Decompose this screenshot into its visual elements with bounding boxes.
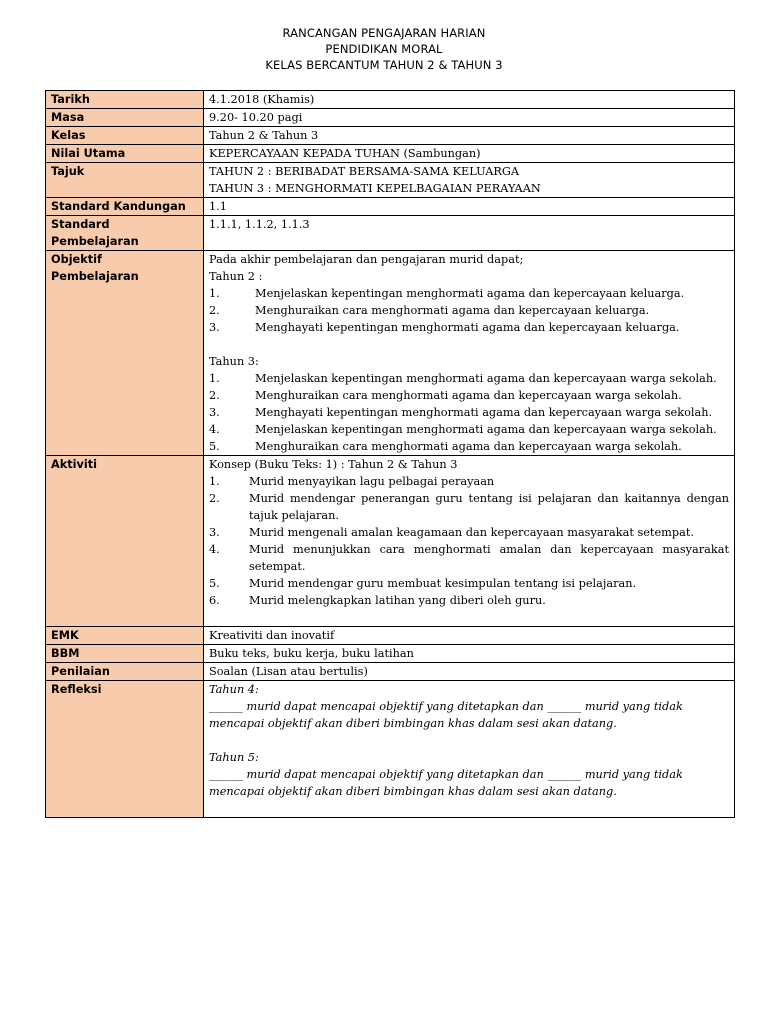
aktiviti-list xyxy=(209,473,729,609)
list-item-text: Menjelaskan kepentingan menghormati agama dan kepercayaan warga sekolah. xyxy=(255,423,717,436)
refleksi-tahun4-text: ______ murid dapat mencapai objektif yang ditetapkan dan ______ murid yang tidak mencapai objektif akan diberi bimbingan khas dalam sesi akan datang. xyxy=(209,700,683,730)
header-title: RANCANGAN PENGAJARAN HARIAN xyxy=(282,26,486,40)
row-objektif xyxy=(46,251,735,456)
value-nilai-utama: KEPERCAYAAN KEPADA TUHAN (Sambungan) xyxy=(204,145,735,163)
objektif-tahun3-list xyxy=(209,370,729,455)
value-standard-kandungan: 1.1 xyxy=(204,198,735,216)
label-tarikh: Tarikh xyxy=(46,91,204,109)
list-item-text: Murid menyayikan lagu pelbagai perayaan xyxy=(249,475,495,488)
value-aktiviti xyxy=(204,456,735,627)
label-standard-line1: Standard xyxy=(51,218,110,231)
list-item-number: 5. xyxy=(209,577,220,590)
value-objektif xyxy=(204,251,735,456)
value-penilaian: Soalan (Lisan atau bertulis) xyxy=(204,663,735,681)
list-item xyxy=(209,592,729,609)
list-item-number: 3. xyxy=(209,406,220,419)
list-item-number: 3. xyxy=(209,526,220,539)
list-item-number: 2. xyxy=(209,389,220,402)
row-penilaian xyxy=(46,663,735,681)
label-objektif-line2: Pembelajaran xyxy=(51,270,139,283)
list-item-number: 1. xyxy=(209,475,220,488)
label-penilaian: Penilaian xyxy=(46,663,204,681)
label-masa: Masa xyxy=(46,109,204,127)
label-objektif-line1: Objektif xyxy=(51,253,102,266)
value-emk: Kreativiti dan inovatif xyxy=(204,627,735,645)
list-item-text: Murid mendengar penerangan guru tentang isi pelajaran dan kaitannya dengan tajuk pelajaran. xyxy=(249,492,729,522)
list-item xyxy=(209,438,729,455)
list-item xyxy=(209,404,729,421)
list-item-text: Menghuraikan cara menghormati agama dan kepercayaan warga sekolah. xyxy=(255,389,682,402)
objektif-tahun2-list xyxy=(209,285,729,336)
list-item-text: Menghuraikan cara menghormati agama dan kepercayaan keluarga. xyxy=(255,304,650,317)
label-refleksi: Refleksi xyxy=(46,681,204,818)
label-emk: EMK xyxy=(46,627,204,645)
label-nilai-utama: Nilai Utama xyxy=(46,145,204,163)
list-item xyxy=(209,575,729,592)
value-bbm: Buku teks, buku kerja, buku latihan xyxy=(204,645,735,663)
objektif-tahun3-heading: Tahun 3: xyxy=(209,355,259,368)
list-item xyxy=(209,302,729,319)
refleksi-tahun5-text: ______ murid dapat mencapai objektif yang ditetapkan dan ______ murid yang tidak mencapai objektif akan diberi bimbingan khas dalam sesi akan datang. xyxy=(209,768,683,798)
document-header xyxy=(0,25,768,73)
list-item xyxy=(209,541,729,575)
list-item-text: Menghuraikan cara menghormati agama dan kepercayaan warga sekolah. xyxy=(255,440,682,453)
label-aktiviti: Aktiviti xyxy=(46,456,204,627)
lesson-plan-table xyxy=(45,90,735,818)
list-item-text: Murid melengkapkan latihan yang diberi oleh guru. xyxy=(249,594,546,607)
list-item-number: 1. xyxy=(209,287,220,300)
value-tarikh: 4.1.2018 (Khamis) xyxy=(204,91,735,109)
list-item-number: 5. xyxy=(209,440,220,453)
list-item xyxy=(209,285,729,302)
list-item-number: 3. xyxy=(209,321,220,334)
tajuk-tahun2: TAHUN 2 : BERIBADAT BERSAMA-SAMA KELUARGA xyxy=(209,165,520,178)
label-objektif xyxy=(46,251,204,456)
row-tajuk xyxy=(46,163,735,198)
list-item xyxy=(209,421,729,438)
list-item-number: 2. xyxy=(209,492,220,505)
objektif-tahun2-heading: Tahun 2 : xyxy=(209,270,263,283)
label-standard-line2: Pembelajaran xyxy=(51,235,139,248)
tajuk-tahun3: TAHUN 3 : MENGHORMATI KEPELBAGAIAN PERAYAAN xyxy=(209,182,541,195)
objektif-intro: Pada akhir pembelajaran dan pengajaran murid dapat; xyxy=(209,253,524,266)
label-tajuk: Tajuk xyxy=(46,163,204,198)
row-standard-pembelajaran xyxy=(46,216,735,251)
header-class: KELAS BERCANTUM TAHUN 2 & TAHUN 3 xyxy=(265,58,503,72)
row-aktiviti xyxy=(46,456,735,627)
refleksi-tahun5-heading: Tahun 5: xyxy=(209,751,259,764)
value-refleksi xyxy=(204,681,735,818)
list-item xyxy=(209,387,729,404)
list-item xyxy=(209,370,729,387)
row-emk xyxy=(46,627,735,645)
list-item xyxy=(209,473,729,490)
refleksi-tahun4-heading: Tahun 4: xyxy=(209,683,259,696)
value-standard-pembelajaran: 1.1.1, 1.1.2, 1.1.3 xyxy=(204,216,735,251)
label-standard-kandungan: Standard Kandungan xyxy=(46,198,204,216)
list-item-text: Menjelaskan kepentingan menghormati agama dan kepercayaan warga sekolah. xyxy=(255,372,717,385)
list-item-text: Menjelaskan kepentingan menghormati agama dan kepercayaan keluarga. xyxy=(255,287,685,300)
value-tajuk xyxy=(204,163,735,198)
list-item-text: Menghayati kepentingan menghormati agama dan kepercayaan keluarga. xyxy=(255,321,680,334)
label-kelas: Kelas xyxy=(46,127,204,145)
list-item xyxy=(209,319,729,336)
list-item xyxy=(209,490,729,524)
row-kelas xyxy=(46,127,735,145)
list-item-number: 2. xyxy=(209,304,220,317)
list-item-number: 4. xyxy=(209,543,220,556)
row-refleksi xyxy=(46,681,735,818)
list-item-number: 6. xyxy=(209,594,220,607)
value-masa: 9.20- 10.20 pagi xyxy=(204,109,735,127)
list-item xyxy=(209,524,729,541)
row-bbm xyxy=(46,645,735,663)
list-item-text: Menghayati kepentingan menghormati agama dan kepercayaan warga sekolah. xyxy=(255,406,713,419)
row-tarikh xyxy=(46,91,735,109)
list-item-number: 4. xyxy=(209,423,220,436)
row-nilai-utama xyxy=(46,145,735,163)
header-subject: PENDIDIKAN MORAL xyxy=(325,42,443,56)
value-kelas: Tahun 2 & Tahun 3 xyxy=(204,127,735,145)
row-masa xyxy=(46,109,735,127)
list-item-text: Murid mengenali amalan keagamaan dan kepercayaan masyarakat setempat. xyxy=(249,526,694,539)
list-item-text: Murid menunjukkan cara menghormati amalan dan kepercayaan masyarakat setempat. xyxy=(249,543,729,573)
label-standard-pembelajaran xyxy=(46,216,204,251)
row-standard-kandungan xyxy=(46,198,735,216)
list-item-text: Murid mendengar guru membuat kesimpulan tentang isi pelajaran. xyxy=(249,577,637,590)
label-bbm: BBM xyxy=(46,645,204,663)
list-item-number: 1. xyxy=(209,372,220,385)
aktiviti-intro: Konsep (Buku Teks: 1) : Tahun 2 & Tahun 3 xyxy=(209,458,458,471)
